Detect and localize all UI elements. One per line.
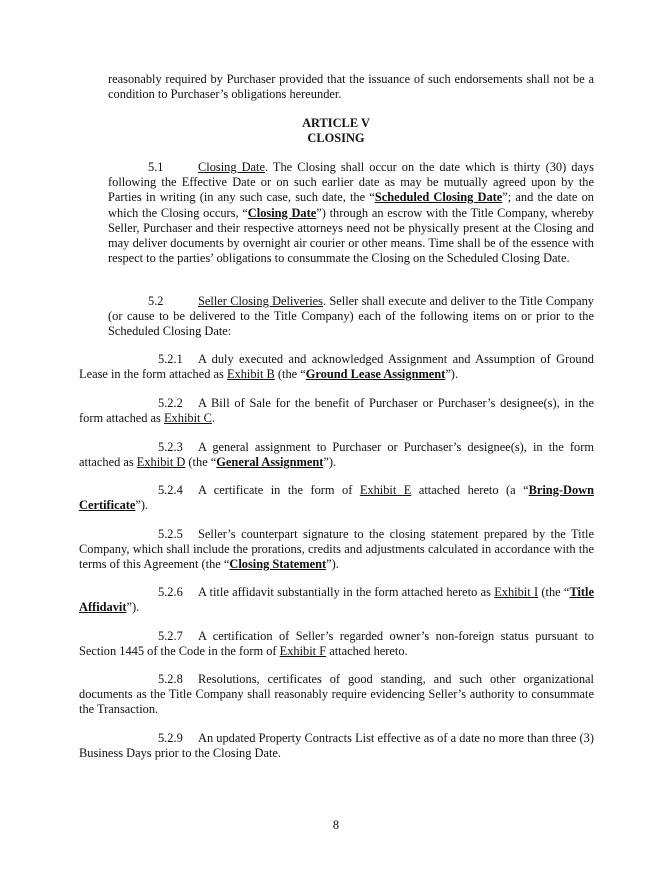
- section-5-2-8: 5.2.8 Resolutions, certificates of good standing, and such other organizational documents as the Title Company shall reasonably require evidencing Seller’s authority to consummate the Transaction.: [79, 672, 594, 717]
- exhibit-link[interactable]: Exhibit D: [136, 455, 186, 470]
- exhibit-link[interactable]: Exhibit F: [279, 644, 327, 659]
- section-heading: Closing Date: [198, 160, 265, 174]
- section-number: 5.2.5: [158, 527, 183, 541]
- intro-paragraph: reasonably required by Purchaser provided that the issuance of such endorsements shall not be a condition to Purchaser’s obligations hereunder.: [108, 72, 594, 102]
- section-number: 5.2.8: [158, 672, 183, 686]
- section-number: 5.2.1: [158, 352, 183, 366]
- section-number: 5.2.2: [158, 396, 183, 410]
- section-number: 5.2.6: [158, 585, 183, 599]
- section-number: 5.1: [148, 160, 164, 174]
- section-number: 5.2.9: [158, 731, 183, 745]
- section-5-2-4: 5.2.4 A certificate in the form of Exhibit E attached hereto (a “Bring-Down Certificate”).: [79, 483, 594, 513]
- exhibit-link[interactable]: Exhibit C: [163, 411, 212, 426]
- section-5-1: 5.1 Closing Date. The Closing shall occur on the date which is thirty (30) days following the Effective Date or on such earlier date as may be mutually agreed upon by the Parties in writing (in any such case, such date, the “Scheduled Closing Date”; and the date on which the Closing occurs, “Closing Date”) through an escrow with the Title Company, whereby Seller, Purchaser and their respective attorneys need not be physically present at the Closing and may deliver documents by overnight air courier or other means. Time shall be of the essence with respect to the parties’ obligations to consummate the Closing on the Scheduled Closing Date.: [108, 160, 595, 266]
- section-5-2-1: 5.2.1 A duly executed and acknowledged Assignment and Assumption of Ground Lease in the form attached as Exhibit B (the “Ground Lease Assignment”).: [79, 352, 594, 382]
- defined-term: Bring-Down Certificate: [79, 483, 594, 513]
- exhibit-link[interactable]: Exhibit I: [494, 585, 539, 599]
- section-number: 5.2: [148, 294, 164, 308]
- exhibit-link[interactable]: Exhibit B: [226, 367, 275, 382]
- defined-term: Scheduled Closing Date: [374, 190, 503, 205]
- section-5-2-7: 5.2.7 A certification of Seller’s regarded owner’s non-foreign status pursuant to Section 1445 of the Code in the form of Exhibit F attached hereto.: [79, 629, 594, 659]
- defined-term: Closing Statement: [229, 557, 327, 572]
- section-5-2-2: 5.2.2 A Bill of Sale for the benefit of Purchaser or Purchaser’s designee(s), in the form attached as Exhibit C.: [79, 396, 594, 426]
- section-heading: Seller Closing Deliveries: [198, 294, 323, 308]
- page-number: 8: [332, 818, 340, 832]
- defined-term: Closing Date: [247, 205, 317, 220]
- article-number: ARTICLE V: [302, 116, 370, 130]
- article-title: CLOSING: [307, 131, 365, 145]
- defined-term: Ground Lease Assignment: [305, 367, 446, 382]
- section-5-2-3: 5.2.3 A general assignment to Purchaser or Purchaser’s designee(s), in the form attached as Exhibit D (the “General Assignment”).: [79, 440, 594, 470]
- section-number: 5.2.3: [158, 440, 183, 454]
- section-number: 5.2.4: [158, 483, 183, 497]
- section-5-2-9: 5.2.9 An updated Property Contracts List effective as of a date no more than three (3) Business Days prior to the Closing Date.: [79, 731, 594, 761]
- defined-term: General Assignment: [216, 455, 324, 470]
- section-number: 5.2.7: [158, 629, 183, 643]
- exhibit-link[interactable]: Exhibit E: [359, 483, 412, 497]
- section-5-2: 5.2 Seller Closing Deliveries. Seller shall execute and deliver to the Title Company (or cause to be delivered to the Title Company) each of the following items on or prior to the Scheduled Closing Date:: [108, 294, 594, 339]
- section-5-2-6: 5.2.6 A title affidavit substantially in the form attached hereto as Exhibit I (the “Title Affidavit”).: [79, 585, 594, 615]
- defined-term: Title Affidavit: [79, 585, 594, 615]
- section-5-2-5: 5.2.5 Seller’s counterpart signature to the closing statement prepared by the Title Company, which shall include the prorations, credits and adjustments calculated in accordance with the terms of this Agreement (the “Closing Statement”).: [79, 527, 594, 572]
